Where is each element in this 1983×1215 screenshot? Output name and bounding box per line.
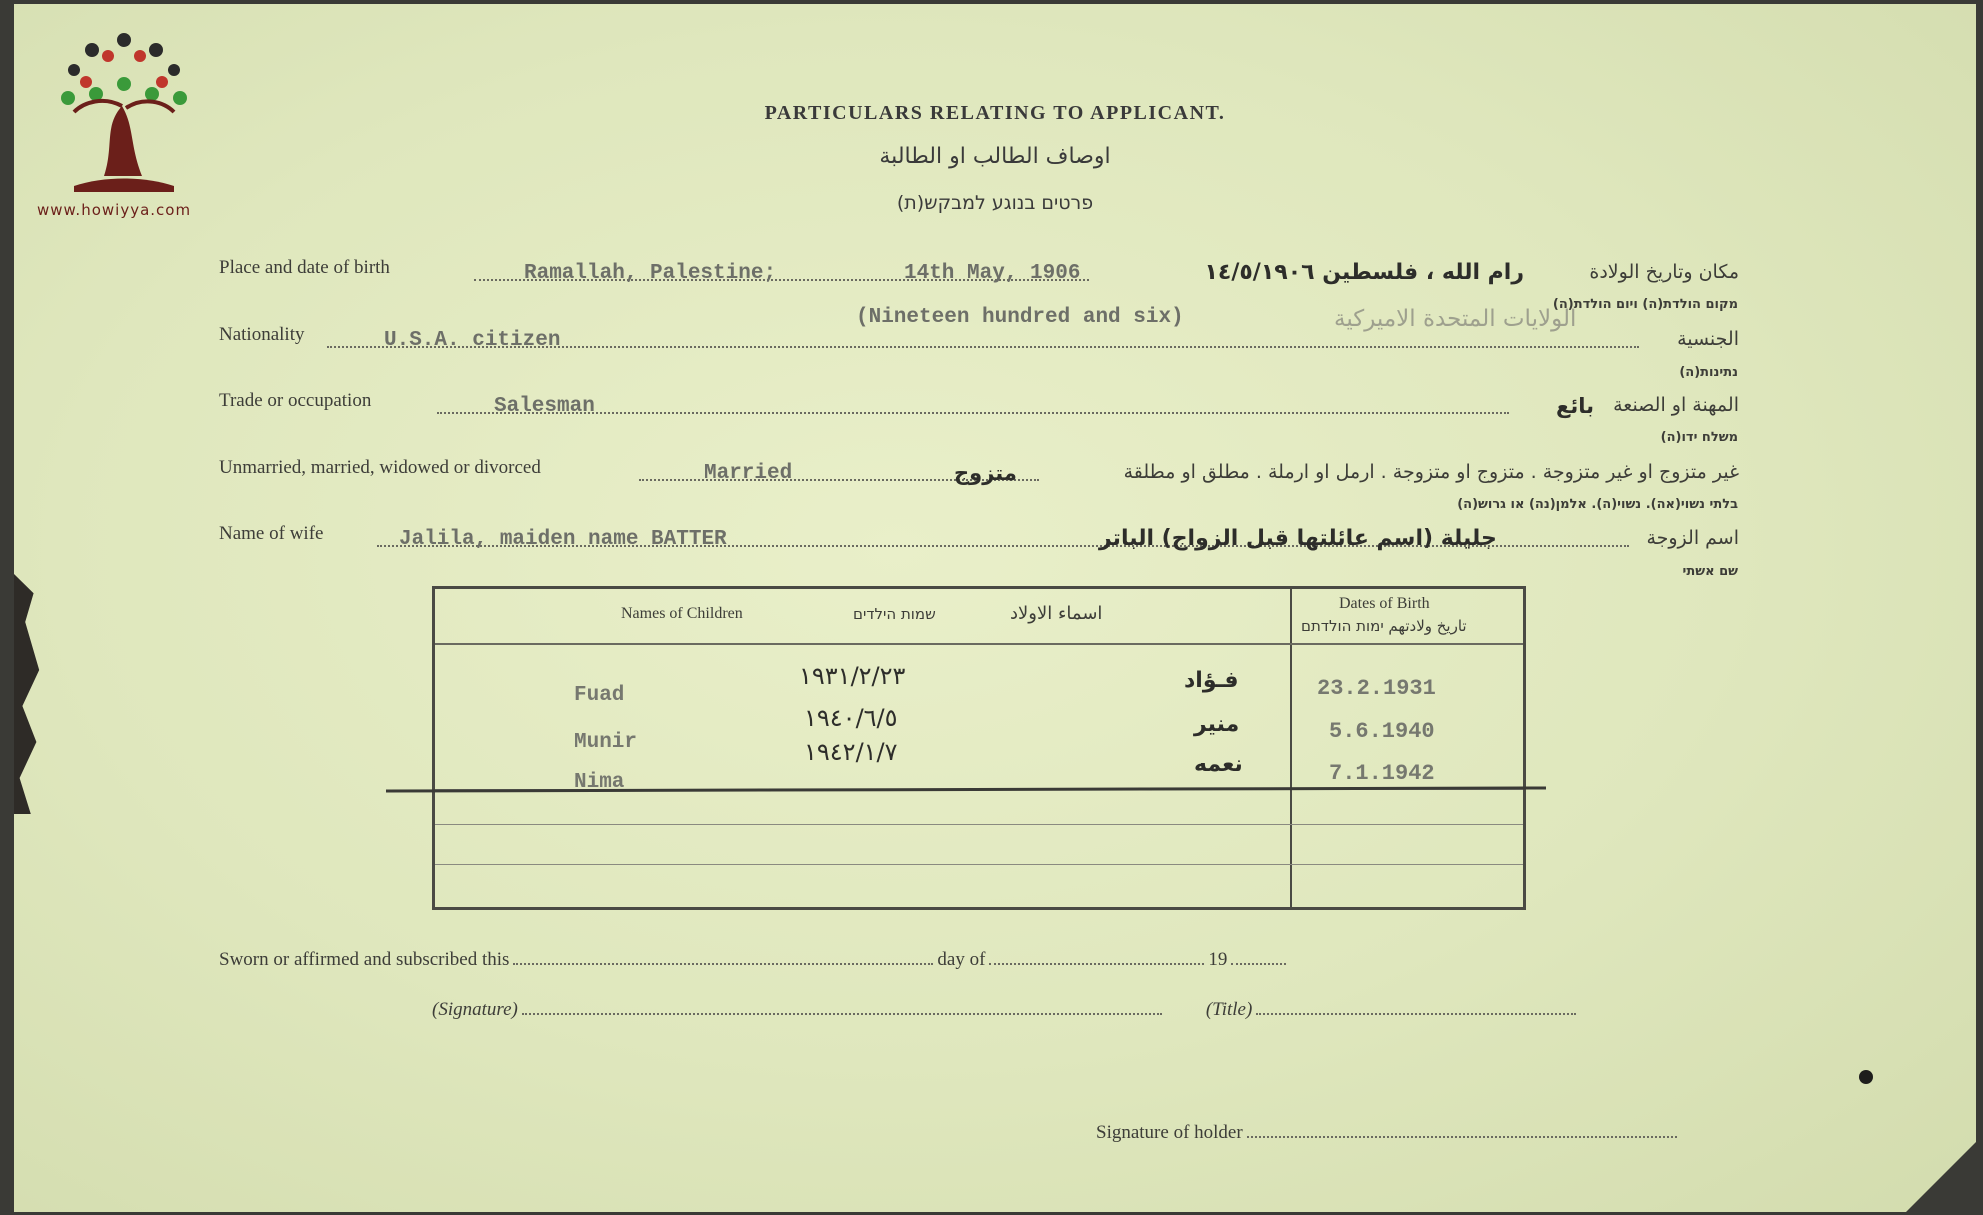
marital-label: Unmarried, married, widowed or divorced xyxy=(219,457,541,478)
table-rule xyxy=(435,824,1523,825)
birth-label-arabic: مكان وتاريخ الولادة xyxy=(1589,261,1739,283)
wife-label-arabic: اسم الزوجة xyxy=(1646,527,1739,549)
marital-typed: Married xyxy=(704,462,793,485)
child-name-nima: Nima xyxy=(574,771,625,794)
child-name-arabic-munir: منير xyxy=(1194,712,1240,737)
field-birth xyxy=(219,249,1739,285)
document-page xyxy=(14,4,1976,1212)
birth-place-typed: Ramallah, Palestine; xyxy=(524,262,777,285)
child-name-munir: Munir xyxy=(574,731,638,754)
child-date-arabic-nima: ١٩٤٢/١/٧ xyxy=(804,738,898,766)
nationality-label: Nationality xyxy=(219,324,305,345)
child-name-arabic-fuad: فـؤاد xyxy=(1184,668,1239,693)
holder-signature-label: Signature of holder xyxy=(1096,1122,1243,1143)
wife-label: Name of wife xyxy=(219,523,324,544)
birth-label-hebrew: מקום הולדת(ה) ויום הולדת(ה) xyxy=(1552,297,1738,312)
occupation-label: Trade or occupation xyxy=(219,390,372,411)
occupation-typed: Salesman xyxy=(494,395,595,418)
occupation-handwritten-arabic: بائع xyxy=(1555,394,1594,418)
child-date-arabic-munir: ١٩٤٠/٦/٥ xyxy=(804,704,898,732)
header-dates-of-birth: Dates of Birth xyxy=(1339,595,1430,612)
nationality-label-arabic: الجنسية xyxy=(1677,328,1739,350)
field-occupation xyxy=(219,382,1739,418)
marital-label-hebrew: בלתי נשוי(אה). נשוי(ה). אלמן(נה) או גרוש(ה) xyxy=(1457,497,1738,512)
signature-label: (Signature) xyxy=(432,999,518,1020)
sworn-label: Sworn or affirmed and subscribed this xyxy=(219,949,510,970)
holder-signature-line xyxy=(1096,1122,1681,1144)
marital-handwritten-arabic: متزوج xyxy=(954,461,1017,485)
table-column-divider xyxy=(1290,589,1292,907)
child-name-fuad: Fuad xyxy=(574,684,625,707)
torn-edge xyxy=(14,574,42,814)
field-wife xyxy=(219,515,1739,551)
field-marital xyxy=(219,449,1739,485)
marital-label-arabic: غير متزوج او غير متزوجة . متزوج او متزوجة . ارمل او ارملة . مطلق او مطلقة xyxy=(1123,461,1739,483)
wife-typed: Jalila, maiden name BATTER xyxy=(399,528,727,551)
header-names-of-children: Names of Children xyxy=(621,605,743,622)
nationality-label-hebrew: נתינות(ה) xyxy=(1679,365,1738,380)
child-date-fuad: 23.2.1931 xyxy=(1317,676,1436,701)
header-names-arabic: اسماء الاولاد xyxy=(1010,603,1103,624)
table-header-divider xyxy=(435,643,1523,645)
ink-dot xyxy=(1859,1070,1873,1084)
page-title: PARTICULARS RELATING TO APPLICANT. xyxy=(764,102,1226,124)
header-dates-arabic-hebrew: تاريخ ولادتهم ימות הולדתם xyxy=(1301,617,1467,635)
occupation-label-hebrew: משלח ידו(ה) xyxy=(1660,430,1738,445)
logo-url: www.howiyya.com xyxy=(37,201,192,219)
day-of-label: day of xyxy=(937,949,986,970)
child-date-arabic-fuad: ١٩٣١/٢/٢٣ xyxy=(799,662,906,690)
birth-year-words-typed: (Nineteen hundred and six) xyxy=(856,306,1184,329)
birth-date-typed: 14th May, 1906 xyxy=(904,262,1081,285)
occupation-label-arabic: المهنة او الصنعة xyxy=(1613,394,1739,416)
nationality-typed: U.S.A. citizen xyxy=(384,329,561,352)
wife-label-hebrew: שם אשתי xyxy=(1682,564,1738,579)
child-date-munir: 5.6.1940 xyxy=(1329,719,1435,744)
birth-handwritten-arabic: رام الله ، فلسطين ١٤/٥/١٩٠٦ xyxy=(1204,260,1524,285)
page-title-hebrew: פרטים בנוגע למבקש(ת) xyxy=(896,192,1094,214)
table-rule xyxy=(435,864,1523,865)
page-title-arabic: اوصاف الطالب او الطالبة xyxy=(879,144,1111,169)
signature-line xyxy=(432,999,1580,1021)
wife-handwritten-arabic: جليلة (اسم عائلتها قبل الزواج) الباتر xyxy=(1099,526,1497,551)
page-corner xyxy=(1906,1142,1976,1212)
birth-label: Place and date of birth xyxy=(219,257,390,278)
title-label: (Title) xyxy=(1205,999,1253,1020)
child-date-nima: 7.1.1942 xyxy=(1329,761,1435,786)
year-prefix: 19 xyxy=(1208,949,1228,970)
sworn-line xyxy=(219,949,1290,971)
header-names-hebrew: שמות הילדים xyxy=(853,605,936,623)
nationality-faint-arabic: الولايات المتحدة الاميركية xyxy=(1334,306,1577,332)
child-name-arabic-nima: نعمه xyxy=(1194,752,1243,777)
